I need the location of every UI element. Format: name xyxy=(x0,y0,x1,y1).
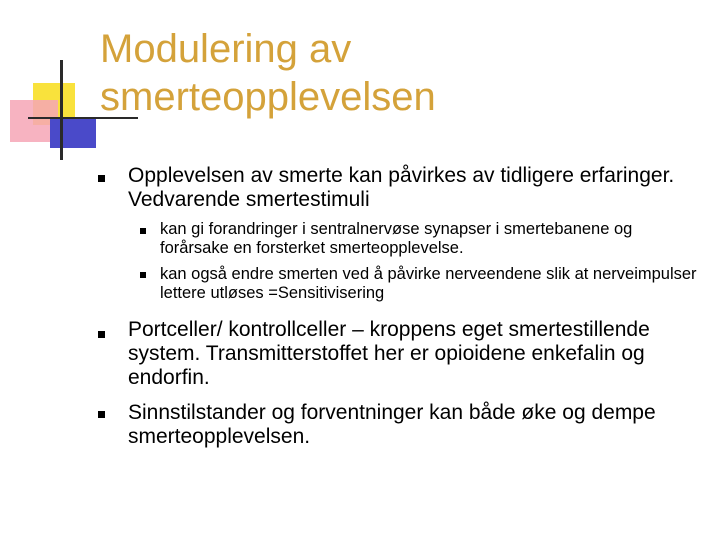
title-line-1: Modulering av xyxy=(100,27,352,71)
sub-bullet-square-icon xyxy=(140,228,146,234)
slide-title xyxy=(100,25,700,121)
title-line-2: smerteopplevelsen xyxy=(100,75,436,119)
bullet-square-icon xyxy=(98,175,105,182)
decor-vertical-line xyxy=(60,60,63,160)
sub-bullet-2-text: kan også endre smerten ved å påvirke nerveendene slik at nerveimpulser lettere utløses =Sensitivisering xyxy=(160,265,697,302)
bullet-2-text: Portceller/ kontrollceller – kroppens eget smertestillende system. Transmitterstoffet her er opioidene enkefalin og endorfin. xyxy=(128,318,650,389)
sub-bullet-square-icon xyxy=(140,272,146,278)
sub-bullet-1-text: kan gi forandringer i sentralnervøse synapser i smertebanene og forårsake en forsterket smerteopplevelse. xyxy=(160,220,633,257)
bullet-1-text: Opplevelsen av smerte kan påvirkes av tidligere erfaringer. Vedvarende smertestimuli xyxy=(128,164,675,211)
decor-blue-square xyxy=(50,118,96,148)
bullet-square-icon xyxy=(98,331,105,338)
bullet-3-text: Sinnstilstander og forventninger kan både øke og dempe smerteopplevelsen. xyxy=(128,401,656,448)
bullet-square-icon xyxy=(98,411,105,418)
